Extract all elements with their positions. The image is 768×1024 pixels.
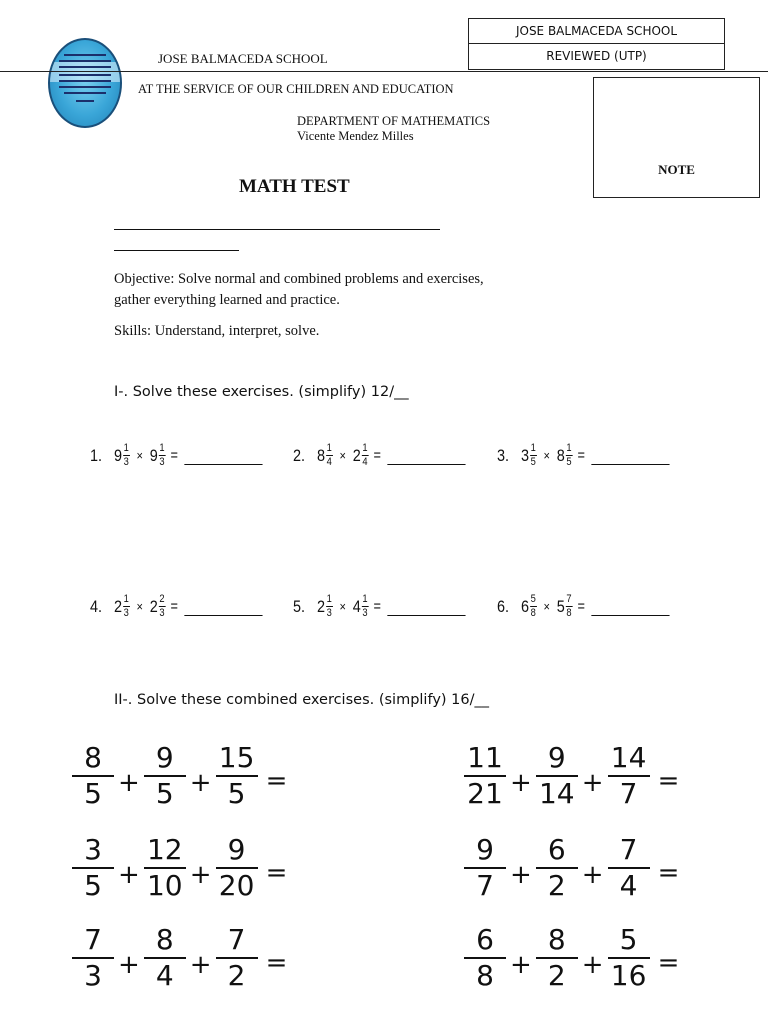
fraction-part — [530, 443, 537, 468]
fraction — [144, 835, 186, 901]
fraction — [72, 743, 114, 809]
exercise-number: 6. — [497, 596, 510, 616]
numerator: 7 — [619, 833, 638, 866]
combined-problem — [72, 743, 287, 809]
fraction-part — [566, 443, 573, 468]
denominator: 3 — [326, 607, 332, 619]
times-sign: × — [136, 448, 143, 463]
answer-line[interactable] — [185, 615, 263, 616]
whole-part: 2 — [113, 596, 123, 616]
exercise-number: 4. — [90, 596, 103, 616]
plus-sign: + — [118, 768, 140, 798]
section2-heading: II-. Solve these combined exercises. (simplify) 16/__ — [114, 692, 489, 708]
numerator: 3 — [84, 833, 102, 866]
numerator: 9 — [155, 741, 174, 774]
whole-part: 8 — [556, 445, 565, 465]
numerator: 2 — [159, 593, 165, 605]
answer-line[interactable] — [592, 615, 670, 616]
page-title: MATH TEST — [239, 176, 350, 197]
denominator: 2 — [547, 959, 566, 992]
mixed-number — [114, 443, 130, 468]
fraction — [608, 743, 650, 809]
fraction — [536, 835, 578, 901]
fraction — [464, 925, 506, 991]
note-label: NOTE — [658, 162, 695, 177]
numerator: 1 — [566, 442, 572, 454]
times-sign: × — [543, 448, 550, 463]
school-logo — [48, 38, 122, 128]
combined-problem — [464, 743, 679, 809]
combined-problem — [464, 925, 679, 991]
denominator: 8 — [530, 607, 536, 619]
numerator: 1 — [530, 442, 536, 454]
denominator: 8 — [476, 959, 494, 992]
fraction-part — [566, 594, 573, 619]
fraction-part — [159, 443, 166, 468]
plus-sign: + — [189, 950, 212, 980]
numerator: 1 — [123, 442, 129, 454]
equals-sign: = — [265, 948, 288, 978]
plus-sign: + — [118, 860, 140, 890]
date-line[interactable] — [114, 250, 239, 251]
equals-sign: = — [373, 598, 381, 615]
numerator: 6 — [476, 923, 494, 956]
equals-sign: = — [657, 948, 680, 978]
numerator: 1 — [362, 593, 368, 605]
mixed-number — [150, 594, 166, 619]
denominator: 4 — [619, 869, 638, 902]
school-name: JOSE BALMACEDA SCHOOL — [158, 51, 328, 66]
motto: AT THE SERVICE OF OUR CHILDREN AND EDUCATION — [138, 82, 454, 96]
numerator: 1 — [326, 442, 332, 454]
exercise-number: 1. — [90, 445, 103, 465]
whole-part: 3 — [520, 445, 530, 465]
answer-line[interactable] — [388, 615, 466, 616]
mixed-number — [521, 594, 537, 619]
fraction — [144, 743, 186, 809]
numerator: 15 — [218, 741, 255, 774]
equals-sign: = — [657, 858, 680, 888]
numerator: 9 — [227, 833, 246, 866]
denominator: 7 — [476, 869, 494, 902]
denominator: 5 — [530, 456, 536, 468]
school-box: JOSE BALMACEDA SCHOOL — [468, 18, 725, 44]
denominator: 10 — [146, 869, 183, 902]
denominator: 4 — [155, 959, 174, 992]
denominator: 5 — [566, 456, 572, 468]
numerator: 1 — [123, 593, 129, 605]
fraction — [536, 743, 578, 809]
department: DEPARTMENT OF MATHEMATICS — [297, 114, 491, 128]
numerator: 7 — [84, 923, 102, 956]
answer-line[interactable] — [388, 464, 466, 465]
equals-sign: = — [577, 598, 585, 615]
denominator: 8 — [566, 607, 572, 619]
fraction — [608, 925, 650, 991]
fraction — [144, 925, 186, 991]
whole-part: 2 — [149, 596, 158, 616]
times-sign: × — [339, 599, 346, 614]
answer-line[interactable] — [592, 464, 670, 465]
fraction — [216, 743, 258, 809]
equals-sign: = — [265, 766, 288, 796]
denominator: 3 — [159, 607, 165, 619]
plus-sign: + — [581, 950, 604, 980]
numerator: 14 — [610, 741, 647, 774]
whole-part: 6 — [520, 596, 530, 616]
whole-part: 5 — [556, 596, 565, 616]
plus-sign: + — [189, 860, 212, 890]
denominator: 21 — [467, 777, 503, 810]
plus-sign: + — [581, 860, 604, 890]
times-sign: × — [339, 448, 346, 463]
numerator: 9 — [547, 741, 566, 774]
note-box[interactable] — [593, 77, 760, 198]
times-sign: × — [543, 599, 550, 614]
equals-sign: = — [373, 447, 381, 464]
combined-problem — [72, 925, 287, 991]
numerator: 12 — [146, 833, 183, 866]
whole-part: 8 — [316, 445, 326, 465]
numerator: 1 — [362, 442, 368, 454]
equals-sign: = — [265, 858, 288, 888]
numerator: 5 — [619, 923, 638, 956]
denominator: 5 — [84, 869, 102, 902]
exercise-number: 2. — [293, 445, 306, 465]
numerator: 7 — [227, 923, 246, 956]
fraction — [216, 925, 258, 991]
mixed-number — [353, 594, 369, 619]
plus-sign: + — [510, 860, 532, 890]
denominator: 4 — [362, 456, 368, 468]
fraction-part — [123, 594, 130, 619]
numerator: 7 — [566, 593, 572, 605]
exercise-item — [90, 594, 263, 619]
equals-sign: = — [170, 447, 178, 464]
denominator: 2 — [227, 959, 246, 992]
numerator: 5 — [530, 593, 536, 605]
fraction — [216, 835, 258, 901]
whole-part: 2 — [316, 596, 326, 616]
fraction-part — [159, 594, 166, 619]
mixed-number — [353, 443, 369, 468]
fraction-part — [362, 443, 369, 468]
denominator: 7 — [619, 777, 638, 810]
denominator: 5 — [227, 777, 246, 810]
exercise-item — [497, 594, 670, 619]
denominator: 2 — [547, 869, 566, 902]
exercise-item — [293, 443, 466, 468]
numerator: 8 — [547, 923, 566, 956]
objective-text-cont: gather everything learned and practice. — [114, 292, 340, 308]
numerator: 1 — [159, 442, 165, 454]
denominator: 3 — [123, 607, 129, 619]
fraction — [464, 835, 506, 901]
denominator: 3 — [84, 959, 102, 992]
fraction — [72, 925, 114, 991]
answer-line[interactable] — [185, 464, 263, 465]
denominator: 5 — [155, 777, 174, 810]
denominator: 20 — [218, 869, 255, 902]
denominator: 14 — [538, 777, 575, 810]
exercise-number: 3. — [497, 445, 510, 465]
exercise-item — [90, 443, 263, 468]
exercise-item — [293, 594, 466, 619]
equals-sign: = — [577, 447, 585, 464]
whole-part: 2 — [352, 445, 361, 465]
fraction — [608, 835, 650, 901]
plus-sign: + — [510, 950, 532, 980]
numerator: 6 — [547, 833, 566, 866]
whole-part: 9 — [113, 445, 123, 465]
name-line[interactable] — [114, 229, 440, 230]
header-divider — [0, 71, 768, 72]
whole-part: 9 — [149, 445, 158, 465]
times-sign: × — [136, 599, 143, 614]
teacher-name: Vicente Mendez Milles — [297, 129, 414, 143]
fraction-part — [326, 594, 333, 619]
numerator: 8 — [155, 923, 174, 956]
fraction — [536, 925, 578, 991]
reviewed-box: REVIEWED (UTP) — [468, 43, 725, 70]
denominator: 3 — [159, 456, 165, 468]
fraction-part — [326, 443, 333, 468]
plus-sign: + — [510, 768, 532, 798]
exercise-item — [497, 443, 670, 468]
equals-sign: = — [657, 766, 680, 796]
denominator: 3 — [362, 607, 368, 619]
whole-part: 4 — [352, 596, 361, 616]
numerator: 11 — [467, 741, 503, 774]
denominator: 5 — [84, 777, 102, 810]
mixed-number — [521, 443, 537, 468]
mixed-number — [317, 594, 333, 619]
exercise-number: 5. — [293, 596, 306, 616]
skills-text: Skills: Understand, interpret, solve. — [114, 323, 320, 339]
fraction-part — [362, 594, 369, 619]
plus-sign: + — [189, 768, 212, 798]
denominator: 3 — [123, 456, 129, 468]
mixed-number — [317, 443, 333, 468]
numerator: 9 — [476, 833, 494, 866]
fraction — [72, 835, 114, 901]
section1-heading: I-. Solve these exercises. (simplify) 12/__ — [114, 384, 409, 400]
denominator: 16 — [610, 959, 647, 992]
fraction — [464, 743, 506, 809]
fraction-part — [530, 594, 537, 619]
mixed-number — [557, 443, 573, 468]
plus-sign: + — [581, 768, 604, 798]
combined-problem — [72, 835, 287, 901]
objective-text: Objective: Solve normal and combined problems and exercises, — [114, 271, 484, 287]
numerator: 8 — [84, 741, 102, 774]
combined-problem — [464, 835, 679, 901]
denominator: 4 — [326, 456, 332, 468]
mixed-number — [114, 594, 130, 619]
mixed-number — [150, 443, 166, 468]
numerator: 1 — [326, 593, 332, 605]
mixed-number — [557, 594, 573, 619]
plus-sign: + — [118, 950, 140, 980]
fraction-part — [123, 443, 130, 468]
equals-sign: = — [170, 598, 178, 615]
